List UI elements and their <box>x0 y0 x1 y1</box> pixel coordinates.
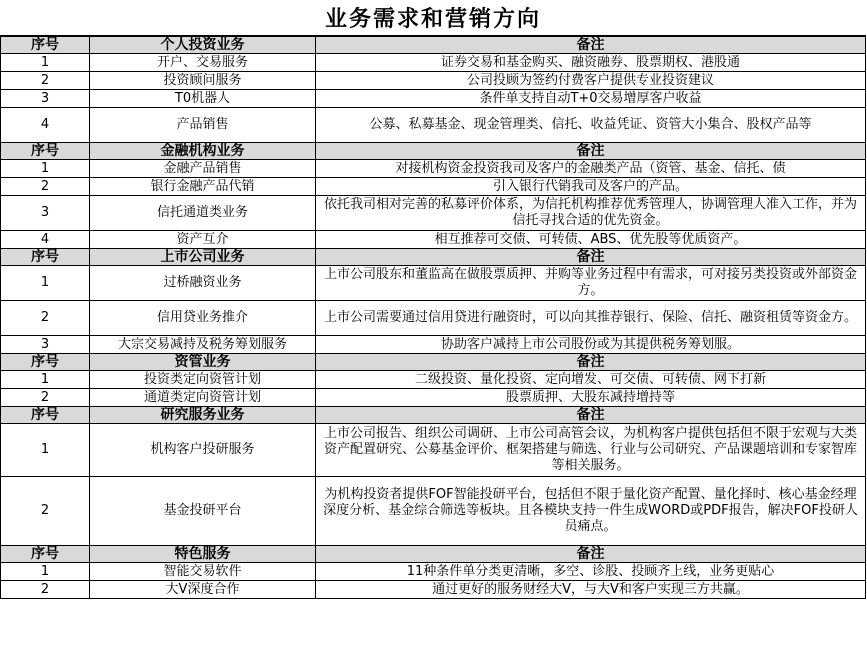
table-row <box>1 196 866 231</box>
header-note: 备注 <box>316 249 866 266</box>
row-seq: 1 <box>1 54 90 72</box>
row-note: 证券交易和基金购买、融资融券、股票期权、港股通 <box>316 54 866 72</box>
row-note: 对接机构资金投资我司及客户的金融类产品（资管、基金、信托、债 <box>316 160 866 178</box>
row-name: T0机器人 <box>90 90 316 108</box>
header-section-name: 金融机构业务 <box>90 143 316 160</box>
row-name: 通道类定向资管计划 <box>90 389 316 407</box>
row-seq: 1 <box>1 371 90 389</box>
row-name: 资产互介 <box>90 231 316 249</box>
row-name: 产品销售 <box>90 108 316 143</box>
row-seq: 3 <box>1 336 90 354</box>
row-note: 协助客户减持上市公司股份或为其提供税务筹划服。 <box>316 336 866 354</box>
header-note: 备注 <box>316 407 866 424</box>
row-note: 二级投资、量化投资、定向增发、可交债、可转债、网下打新 <box>316 371 866 389</box>
row-name: 智能交易软件 <box>90 563 316 581</box>
row-seq: 2 <box>1 389 90 407</box>
table-row <box>1 266 866 301</box>
table-row <box>1 90 866 108</box>
table-row <box>1 178 866 196</box>
sheet-title: 业务需求和营销方向 <box>0 0 866 36</box>
table-row <box>1 581 866 599</box>
section-header-asset-management <box>1 354 866 371</box>
table-row <box>1 160 866 178</box>
table-row <box>1 301 866 336</box>
row-note: 上市公司需要通过信用贷进行融资时，可以向其推荐银行、保险、信托、融资租赁等资金方。 <box>316 301 866 336</box>
table-row <box>1 336 866 354</box>
row-name: 金融产品销售 <box>90 160 316 178</box>
row-name: 机构客户投研服务 <box>90 424 316 477</box>
header-seq: 序号 <box>1 143 90 160</box>
row-note: 通过更好的服务财经大V，与大V和客户实现三方共赢。 <box>316 581 866 599</box>
row-note: 公司投顾为签约付费客户提供专业投资建议 <box>316 72 866 90</box>
header-seq: 序号 <box>1 37 90 54</box>
table-row <box>1 54 866 72</box>
header-note: 备注 <box>316 143 866 160</box>
section-header-personal <box>1 37 866 54</box>
header-seq: 序号 <box>1 354 90 371</box>
table-row <box>1 563 866 581</box>
row-note: 股票质押、大股东减持增持等 <box>316 389 866 407</box>
row-note: 上市公司股东和董监高在做股票质押、并购等业务过程中有需求，可对接另类投资或外部资金方。 <box>316 266 866 301</box>
row-name: 信用贷业务推介 <box>90 301 316 336</box>
row-seq: 1 <box>1 160 90 178</box>
row-note: 引入银行代销我司及客户的产品。 <box>316 178 866 196</box>
header-seq: 序号 <box>1 546 90 563</box>
row-seq: 2 <box>1 301 90 336</box>
header-seq: 序号 <box>1 407 90 424</box>
section-header-institution <box>1 143 866 160</box>
row-note: 上市公司报告、组织公司调研、上市公司高管会议，为机构客户提供包括但不限于宏观与大类资产配置研究、公募基金评价、框架搭建与筛选、行业与公司研究、产品课题培训和专家智库等相关服务。 <box>316 424 866 477</box>
table-row <box>1 424 866 477</box>
row-name: 投资类定向资管计划 <box>90 371 316 389</box>
row-name: 大V深度合作 <box>90 581 316 599</box>
section-header-special <box>1 546 866 563</box>
row-name: 大宗交易减持及税务筹划服务 <box>90 336 316 354</box>
row-note: 条件单支持自动T+0交易增厚客户收益 <box>316 90 866 108</box>
row-note: 为机构投资者提供FOF智能投研平台，包括但不限于量化资产配置、量化择时、核心基金经理深度分析、基金综合筛选等板块。且各模块支持一件生成WORD或PDF报告，解决FOF投研人员痛点。 <box>316 477 866 546</box>
row-name: 开户、交易服务 <box>90 54 316 72</box>
header-note: 备注 <box>316 354 866 371</box>
row-seq: 3 <box>1 90 90 108</box>
row-note: 公募、私募基金、现金管理类、信托、收益凭证、资管大小集合、股权产品等 <box>316 108 866 143</box>
business-table <box>0 36 866 599</box>
table-row <box>1 371 866 389</box>
header-section-name: 资管业务 <box>90 354 316 371</box>
header-section-name: 特色服务 <box>90 546 316 563</box>
row-seq: 1 <box>1 424 90 477</box>
header-note: 备注 <box>316 546 866 563</box>
row-note: 相互推荐可交债、可转债、ABS、优先股等优质资产。 <box>316 231 866 249</box>
row-note: 依托我司相对完善的私募评价体系，为信托机构推荐优秀管理人，协调管理人准入工作，并为信托寻找合适的优先资金。 <box>316 196 866 231</box>
row-name: 过桥融资业务 <box>90 266 316 301</box>
table-row <box>1 72 866 90</box>
row-seq: 3 <box>1 196 90 231</box>
row-name: 投资顾问服务 <box>90 72 316 90</box>
header-note: 备注 <box>316 37 866 54</box>
section-header-listed-company <box>1 249 866 266</box>
table-row <box>1 389 866 407</box>
row-name: 银行金融产品代销 <box>90 178 316 196</box>
row-name: 信托通道类业务 <box>90 196 316 231</box>
header-section-name: 上市公司业务 <box>90 249 316 266</box>
row-seq: 4 <box>1 108 90 143</box>
row-seq: 1 <box>1 266 90 301</box>
header-seq: 序号 <box>1 249 90 266</box>
row-seq: 2 <box>1 178 90 196</box>
row-note: 11种条件单分类更清晰，多空、诊股、投顾齐上线，业务更贴心 <box>316 563 866 581</box>
row-seq: 4 <box>1 231 90 249</box>
header-section-name: 个人投资业务 <box>90 37 316 54</box>
table-row <box>1 108 866 143</box>
section-header-research <box>1 407 866 424</box>
table-row <box>1 231 866 249</box>
row-seq: 2 <box>1 72 90 90</box>
row-seq: 2 <box>1 581 90 599</box>
row-seq: 2 <box>1 477 90 546</box>
row-name: 基金投研平台 <box>90 477 316 546</box>
header-section-name: 研究服务业务 <box>90 407 316 424</box>
row-seq: 1 <box>1 563 90 581</box>
table-row <box>1 477 866 546</box>
